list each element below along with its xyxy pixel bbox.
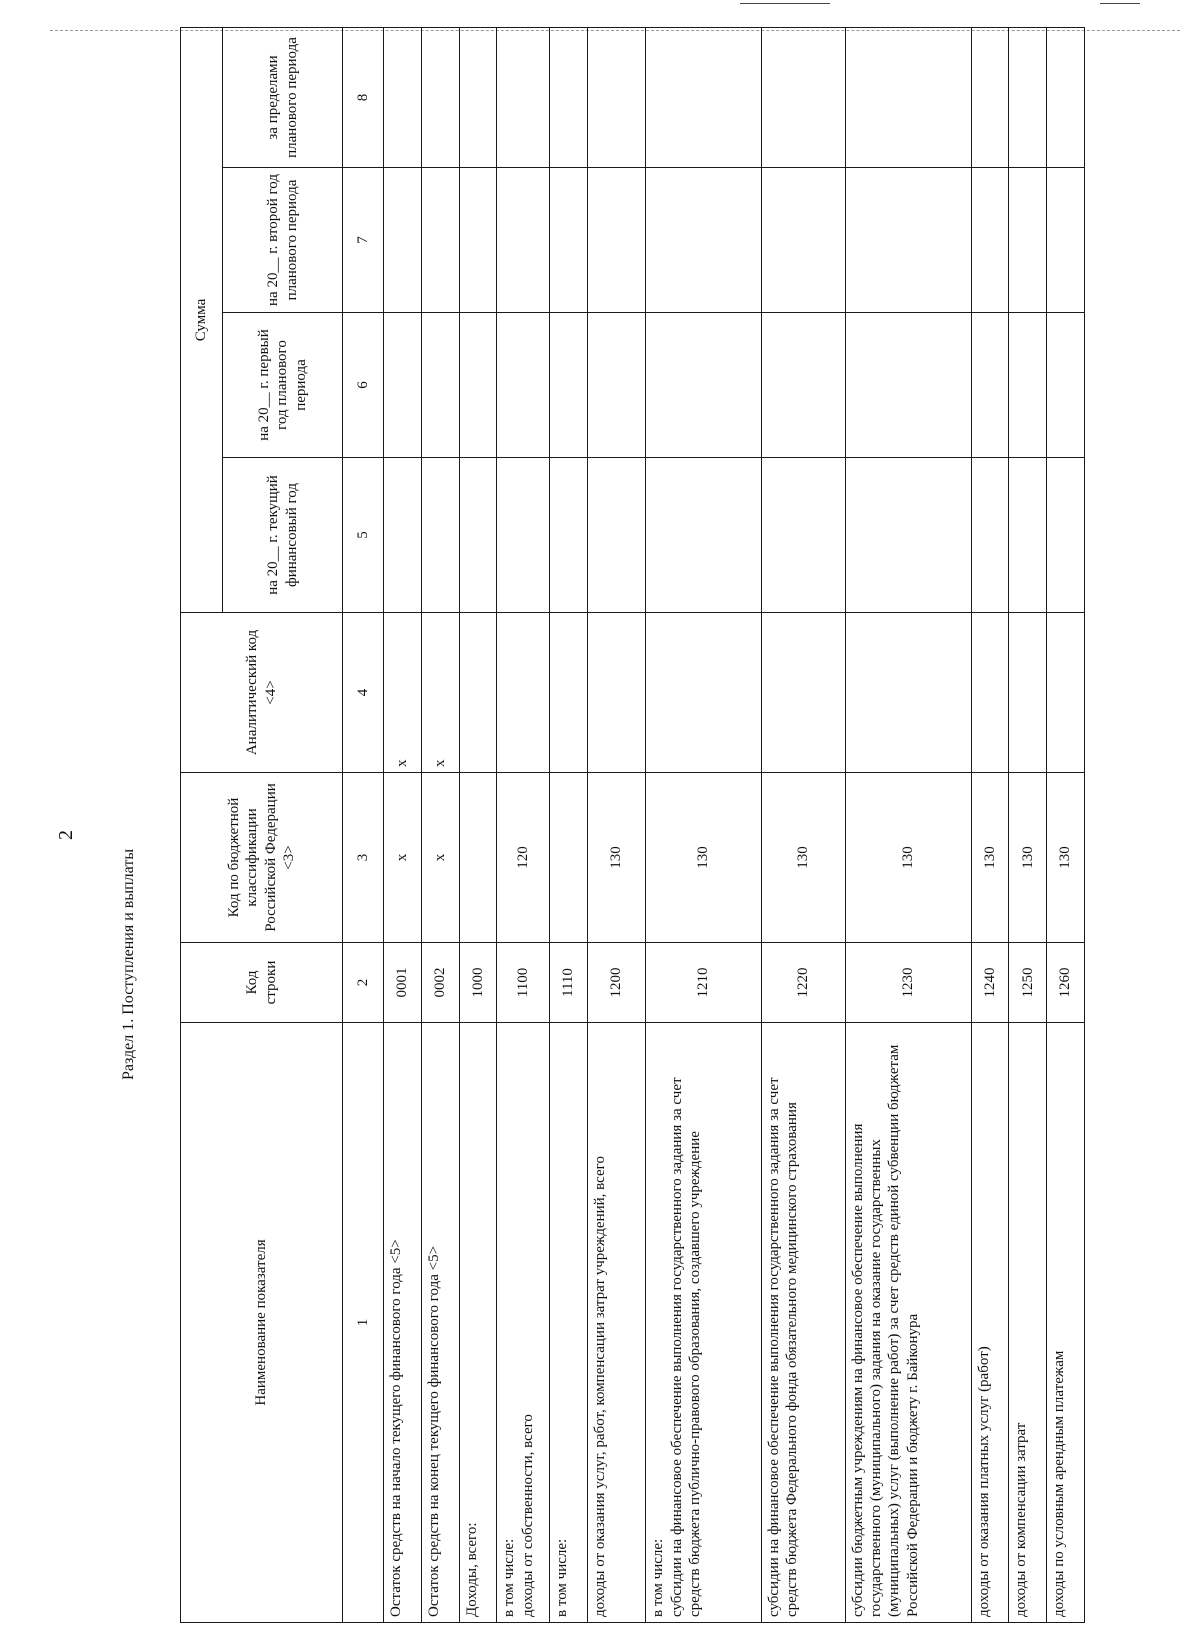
budget-code: 130 bbox=[761, 773, 845, 943]
page-number: 2 bbox=[55, 830, 77, 840]
sum-cell bbox=[459, 458, 497, 613]
row-code: 1000 bbox=[459, 943, 497, 1023]
sum-cell bbox=[761, 458, 845, 613]
budget-code: 120 bbox=[497, 773, 549, 943]
column-numbers-row bbox=[343, 27, 384, 1622]
row-name: доходы по условным арендным платежам bbox=[1047, 1023, 1085, 1623]
budget-code: 130 bbox=[971, 773, 1009, 943]
table-row bbox=[761, 27, 845, 1622]
col-number: 8 bbox=[343, 27, 384, 167]
sum-cell bbox=[587, 458, 646, 613]
col-number: 3 bbox=[343, 773, 384, 943]
table-row bbox=[845, 27, 971, 1622]
analytic-code bbox=[971, 613, 1009, 773]
col-number: 5 bbox=[343, 458, 384, 613]
sum-cell bbox=[384, 313, 422, 458]
sum-cell bbox=[497, 168, 549, 313]
row-code: 1240 bbox=[971, 943, 1009, 1023]
budget-code: 130 bbox=[1009, 773, 1047, 943]
budget-code bbox=[549, 773, 587, 943]
sum-cell bbox=[459, 168, 497, 313]
analytic-code bbox=[1047, 613, 1085, 773]
sum-cell bbox=[971, 27, 1009, 167]
sum-cell bbox=[384, 458, 422, 613]
sum-cell bbox=[549, 458, 587, 613]
header-sum-first: на 20__ г. первый год планового периода bbox=[223, 313, 343, 458]
sum-cell bbox=[1047, 458, 1085, 613]
row-name: в том числе: субсидии на финансовое обеспечение выполнения государственного задания за счет средств бюджета публично-правового образования, создавшего учреждение bbox=[646, 1023, 761, 1623]
sum-cell bbox=[845, 458, 971, 613]
row-code: 0001 bbox=[384, 943, 422, 1023]
col-number: 6 bbox=[343, 313, 384, 458]
row-name: доходы от оказания платных услуг (работ) bbox=[971, 1023, 1009, 1623]
row-name: субсидии бюджетным учреждениям на финансовое обеспечение выполнения государственного (муниципального) задания на оказание государственных (муниципальных) услуг (выполнение работ) за счет средств единой субвенции бюджетам Российской Федерации и бюджету г. Байконура bbox=[845, 1023, 971, 1623]
sum-cell bbox=[845, 27, 971, 167]
row-name: субсидии на финансовое обеспечение выполнения государственного задания за счет средств бюджета Федерального фонда обязательного медицинского страхования bbox=[761, 1023, 845, 1623]
table-row bbox=[1047, 27, 1085, 1622]
sum-cell bbox=[384, 168, 422, 313]
row-code: 1250 bbox=[1009, 943, 1047, 1023]
row-code: 1100 bbox=[497, 943, 549, 1023]
budget-code: 130 bbox=[845, 773, 971, 943]
row-name: доходы от компенсации затрат bbox=[1009, 1023, 1047, 1623]
sum-cell bbox=[549, 313, 587, 458]
analytic-code bbox=[845, 613, 971, 773]
sum-cell bbox=[1009, 313, 1047, 458]
header-sum-current: на 20__ г. текущий финансовый год bbox=[223, 458, 343, 613]
sum-cell bbox=[646, 168, 761, 313]
sum-cell bbox=[459, 313, 497, 458]
analytic-code bbox=[587, 613, 646, 773]
row-name: Остаток средств на конец текущего финансового года <5> bbox=[421, 1023, 459, 1623]
sum-cell bbox=[845, 168, 971, 313]
header-row-code: Код строки bbox=[181, 943, 343, 1023]
sum-cell bbox=[421, 168, 459, 313]
sum-cell bbox=[421, 27, 459, 167]
sum-cell bbox=[646, 458, 761, 613]
sum-cell bbox=[497, 27, 549, 167]
header-name: Наименование показателя bbox=[181, 1023, 343, 1623]
budget-code: x bbox=[421, 773, 459, 943]
section-title: Раздел 1. Поступления и выплаты bbox=[120, 848, 137, 1080]
sum-cell bbox=[587, 313, 646, 458]
analytic-code bbox=[497, 613, 549, 773]
sum-cell bbox=[646, 313, 761, 458]
row-name: Остаток средств на начало текущего финансового года <5> bbox=[384, 1023, 422, 1623]
table-row bbox=[384, 27, 422, 1622]
table-row bbox=[971, 27, 1009, 1622]
sum-cell bbox=[1047, 313, 1085, 458]
scan-mark bbox=[740, 3, 830, 4]
sum-cell bbox=[1047, 168, 1085, 313]
row-name: в том числе: доходы от собственности, всего bbox=[497, 1023, 549, 1623]
row-code: 1110 bbox=[549, 943, 587, 1023]
header-budget-code: Код по бюджетной классификации Российской Федерации <3> bbox=[181, 773, 343, 943]
sum-cell bbox=[1047, 27, 1085, 167]
sum-cell bbox=[549, 27, 587, 167]
analytic-code bbox=[761, 613, 845, 773]
sum-cell bbox=[497, 313, 549, 458]
sum-cell bbox=[646, 27, 761, 167]
analytic-code: x bbox=[384, 613, 422, 773]
row-code: 0002 bbox=[421, 943, 459, 1023]
sum-cell bbox=[845, 313, 971, 458]
header-sum: Сумма bbox=[181, 27, 223, 612]
table-container bbox=[180, 28, 1085, 1623]
sum-cell bbox=[971, 313, 1009, 458]
sum-cell bbox=[761, 27, 845, 167]
sum-cell bbox=[421, 313, 459, 458]
sum-cell bbox=[1009, 168, 1047, 313]
budget-code: 130 bbox=[646, 773, 761, 943]
sum-cell bbox=[1009, 458, 1047, 613]
row-name: доходы от оказания услуг, работ, компенсации затрат учреждений, всего bbox=[587, 1023, 646, 1623]
col-number: 2 bbox=[343, 943, 384, 1023]
analytic-code: x bbox=[421, 613, 459, 773]
row-code: 1220 bbox=[761, 943, 845, 1023]
analytic-code bbox=[1009, 613, 1047, 773]
sum-cell bbox=[587, 27, 646, 167]
sum-cell bbox=[761, 168, 845, 313]
col-number: 7 bbox=[343, 168, 384, 313]
sum-cell bbox=[384, 27, 422, 167]
budget-code: x bbox=[384, 773, 422, 943]
col-number: 1 bbox=[343, 1023, 384, 1623]
sum-cell bbox=[971, 458, 1009, 613]
header-sum-second: на 20__ г. второй год планового периода bbox=[223, 168, 343, 313]
sum-cell bbox=[421, 458, 459, 613]
budget-code bbox=[459, 773, 497, 943]
header-sum-beyond: за пределами планового периода bbox=[223, 27, 343, 167]
table-row bbox=[549, 27, 587, 1622]
table-row bbox=[587, 27, 646, 1622]
row-code: 1230 bbox=[845, 943, 971, 1023]
row-name: Доходы, всего: bbox=[459, 1023, 497, 1623]
sum-cell bbox=[549, 168, 587, 313]
sum-cell bbox=[1009, 27, 1047, 167]
sum-cell bbox=[971, 168, 1009, 313]
sum-cell bbox=[459, 27, 497, 167]
header-analytic-code: Аналитический код <4> bbox=[181, 613, 343, 773]
analytic-code bbox=[549, 613, 587, 773]
sum-cell bbox=[761, 313, 845, 458]
row-name: в том числе: bbox=[549, 1023, 587, 1623]
table-row bbox=[421, 27, 459, 1622]
col-number: 4 bbox=[343, 613, 384, 773]
budget-code: 130 bbox=[587, 773, 646, 943]
analytic-code bbox=[459, 613, 497, 773]
sum-cell bbox=[497, 458, 549, 613]
table-row bbox=[497, 27, 549, 1622]
budget-code: 130 bbox=[1047, 773, 1085, 943]
sum-cell bbox=[587, 168, 646, 313]
income-payments-table bbox=[180, 27, 1085, 1623]
analytic-code bbox=[646, 613, 761, 773]
row-code: 1210 bbox=[646, 943, 761, 1023]
table-row bbox=[1009, 27, 1047, 1622]
table-row bbox=[646, 27, 761, 1622]
table-row bbox=[459, 27, 497, 1622]
row-code: 1200 bbox=[587, 943, 646, 1023]
row-code: 1260 bbox=[1047, 943, 1085, 1023]
scan-mark bbox=[1100, 3, 1140, 4]
